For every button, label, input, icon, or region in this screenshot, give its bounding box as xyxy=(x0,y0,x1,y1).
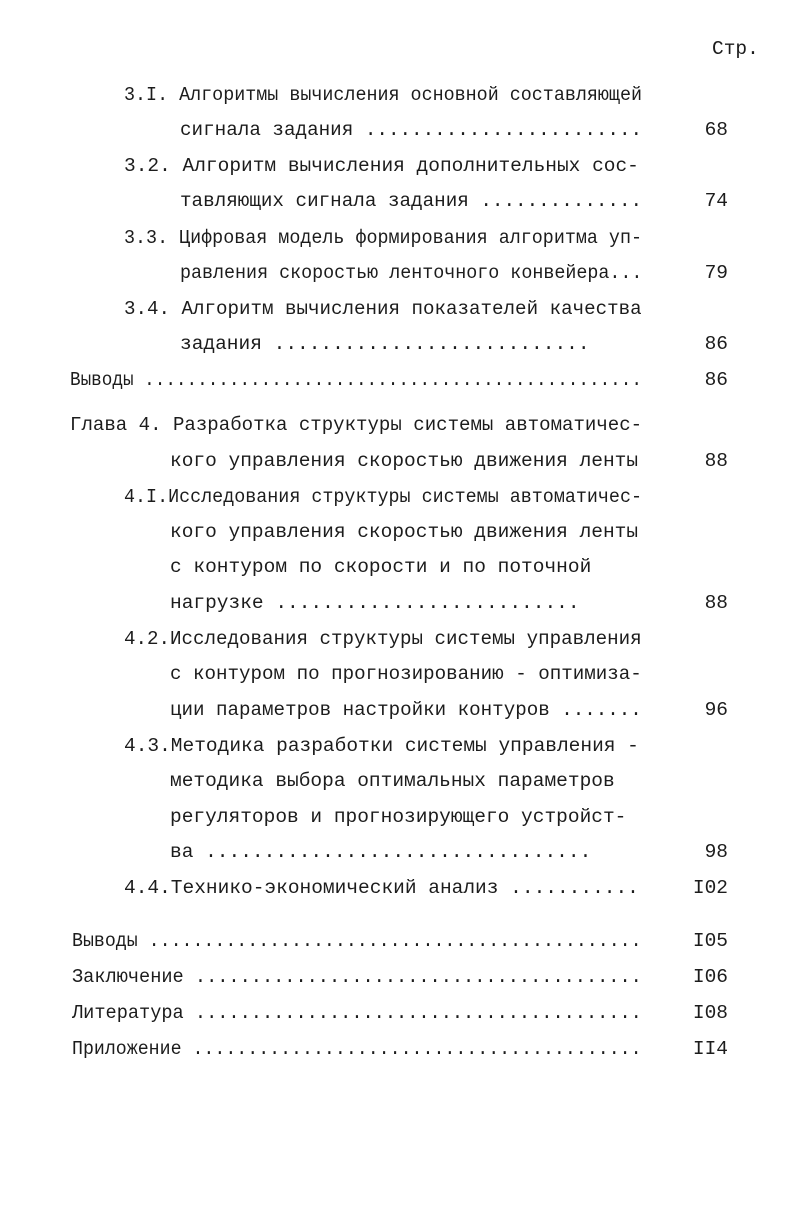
toc-entry-4-4-page: I02 xyxy=(692,877,728,899)
toc-entry-3-3-line-1: 3.3. Цифровая модель формирования алгоритма уп- xyxy=(124,227,642,249)
toc-entry-4-1-line-1: 4.I.Исследования структуры системы автоматичес- xyxy=(124,486,642,508)
toc-entry-4-3-line-4: ва ................................. xyxy=(170,841,592,863)
toc-entry-3-1-page: 68 xyxy=(704,119,728,141)
toc-entry-conclusion-page: I06 xyxy=(692,966,728,988)
toc-entry-3-4-line-1: 3.4. Алгоритм вычисления показателей качества xyxy=(124,298,642,320)
toc-entry-3-1-line-1: 3.I. Алгоритмы вычисления основной составляющей xyxy=(124,84,642,106)
toc-entry-4-2-page: 96 xyxy=(704,699,728,721)
toc-entry-3-3-line-2: равления скоростью ленточного конвейера... xyxy=(180,262,643,284)
toc-entry-4-1-page: 88 xyxy=(704,592,728,614)
toc-entry-3-4-page: 86 xyxy=(704,333,728,355)
toc-entry-3-2-page: 74 xyxy=(704,190,728,212)
toc-entry-literature: Литература ........................................ xyxy=(72,1002,642,1024)
toc-entry-4-4: 4.4.Технико-экономический анализ ........... xyxy=(124,877,639,899)
toc-entry-appendix: Приложение ......................................... xyxy=(72,1038,642,1060)
toc-entry-conclusions-4: Выводы ............................................. xyxy=(72,930,642,952)
toc-entry-4-2-line-2: с контуром по прогнозированию - оптимиза- xyxy=(170,663,642,685)
toc-entry-4-2-line-3: ции параметров настройки контуров ....... xyxy=(170,699,642,721)
toc-chapter-4-line-1: Глава 4. Разработка структуры системы автоматичес- xyxy=(70,414,643,436)
toc-entry-conclusions-3: Выводы ............................................... xyxy=(70,369,642,391)
toc-entry-4-3-page: 98 xyxy=(704,841,728,863)
toc-entry-4-3-line-3: регуляторов и прогнозирующего устройст- xyxy=(170,806,627,828)
toc-entry-3-3-page: 79 xyxy=(704,262,728,284)
toc-entry-literature-page: I08 xyxy=(692,1002,728,1024)
toc-entry-4-3-line-1: 4.3.Методика разработки системы управления - xyxy=(124,735,639,757)
toc-entry-4-1-line-4: нагрузке .......................... xyxy=(170,592,580,614)
toc-entry-4-1-line-2: кого управления скоростью движения ленты xyxy=(170,521,639,543)
toc-entry-3-2-line-1: 3.2. Алгоритм вычисления дополнительных сос- xyxy=(124,155,639,177)
toc-entry-conclusion: Заключение ........................................ xyxy=(72,966,642,988)
toc-entry-4-2-line-1: 4.2.Исследования структуры системы управления xyxy=(124,628,642,650)
toc-entry-4-3-line-2: методика выбора оптимальных параметров xyxy=(170,770,615,792)
toc-chapter-4-page: 88 xyxy=(704,450,728,472)
toc-entry-3-4-line-2: задания ........................... xyxy=(180,333,590,355)
toc-entry-3-1-line-2: сигнала задания ........................ xyxy=(180,119,643,141)
toc-entry-conclusions-4-page: I05 xyxy=(692,930,728,952)
toc-entry-4-1-line-3: с контуром по скорости и по поточной xyxy=(170,556,592,578)
toc-chapter-4-line-2: кого управления скоростью движения ленты xyxy=(170,450,639,472)
toc-entry-appendix-page: II4 xyxy=(692,1038,728,1060)
toc-entry-3-2-line-2: тавляющих сигнала задания .............. xyxy=(180,190,643,212)
toc-entry-conclusions-3-page: 86 xyxy=(704,369,728,391)
page-column-header: Стр. xyxy=(712,38,759,60)
